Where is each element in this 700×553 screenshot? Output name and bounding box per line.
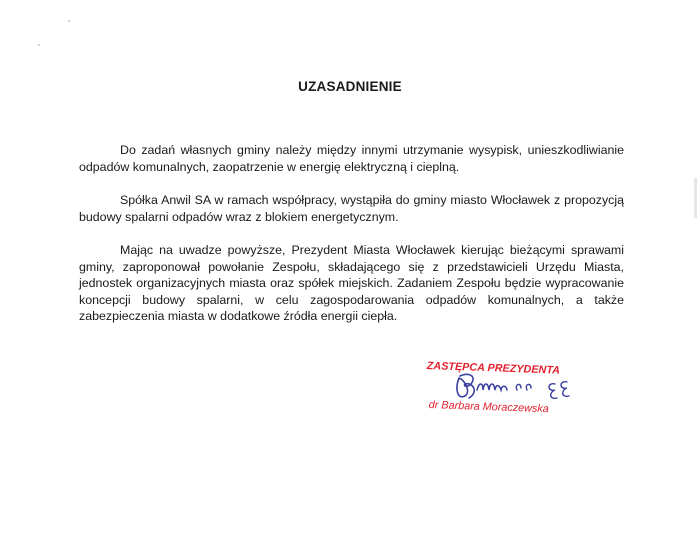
document-title: UZASADNIENIE [298, 79, 402, 94]
document-body [79, 142, 624, 342]
scan-speck [694, 178, 697, 218]
stamp-role: ZASTĘPCA PREZYDENTA [426, 360, 561, 377]
paragraph-3: Mając na uwadze powyższe, Prezydent Miasta Włocławek kierując bieżącymi sprawami gminy, zaproponował powołanie Zespołu, składającego się z przedstawicieli Urzędu Miasta, jednostek organizacyjnych miasta oraz spółek miejskich. Zadaniem Zespołu będzie wypracowanie koncepcji budowy spalarni, w celu zagospodarowania odpadów komunalnych, a także zabezpieczenia miasta w dodatkowe źródła energii ciepła. [79, 243, 624, 323]
official-stamp [405, 358, 605, 433]
scan-speck [38, 44, 40, 46]
stamp-name: dr Barbara Moraczewska [428, 399, 549, 416]
scan-speck [68, 20, 70, 22]
paragraph-2: Spółka Anwil SA w ramach współpracy, wystąpiła do gminy miasto Włocławek z propozycją budowy spalarni odpadów wraz z blokiem energetycznym. [79, 193, 624, 224]
paragraph-1: Do zadań własnych gminy należy między innymi utrzymanie wysypisk, unieszkodliwianie odpadów komunalnych, zaopatrzenie w energię elektryczną i cieplną. [79, 143, 624, 174]
